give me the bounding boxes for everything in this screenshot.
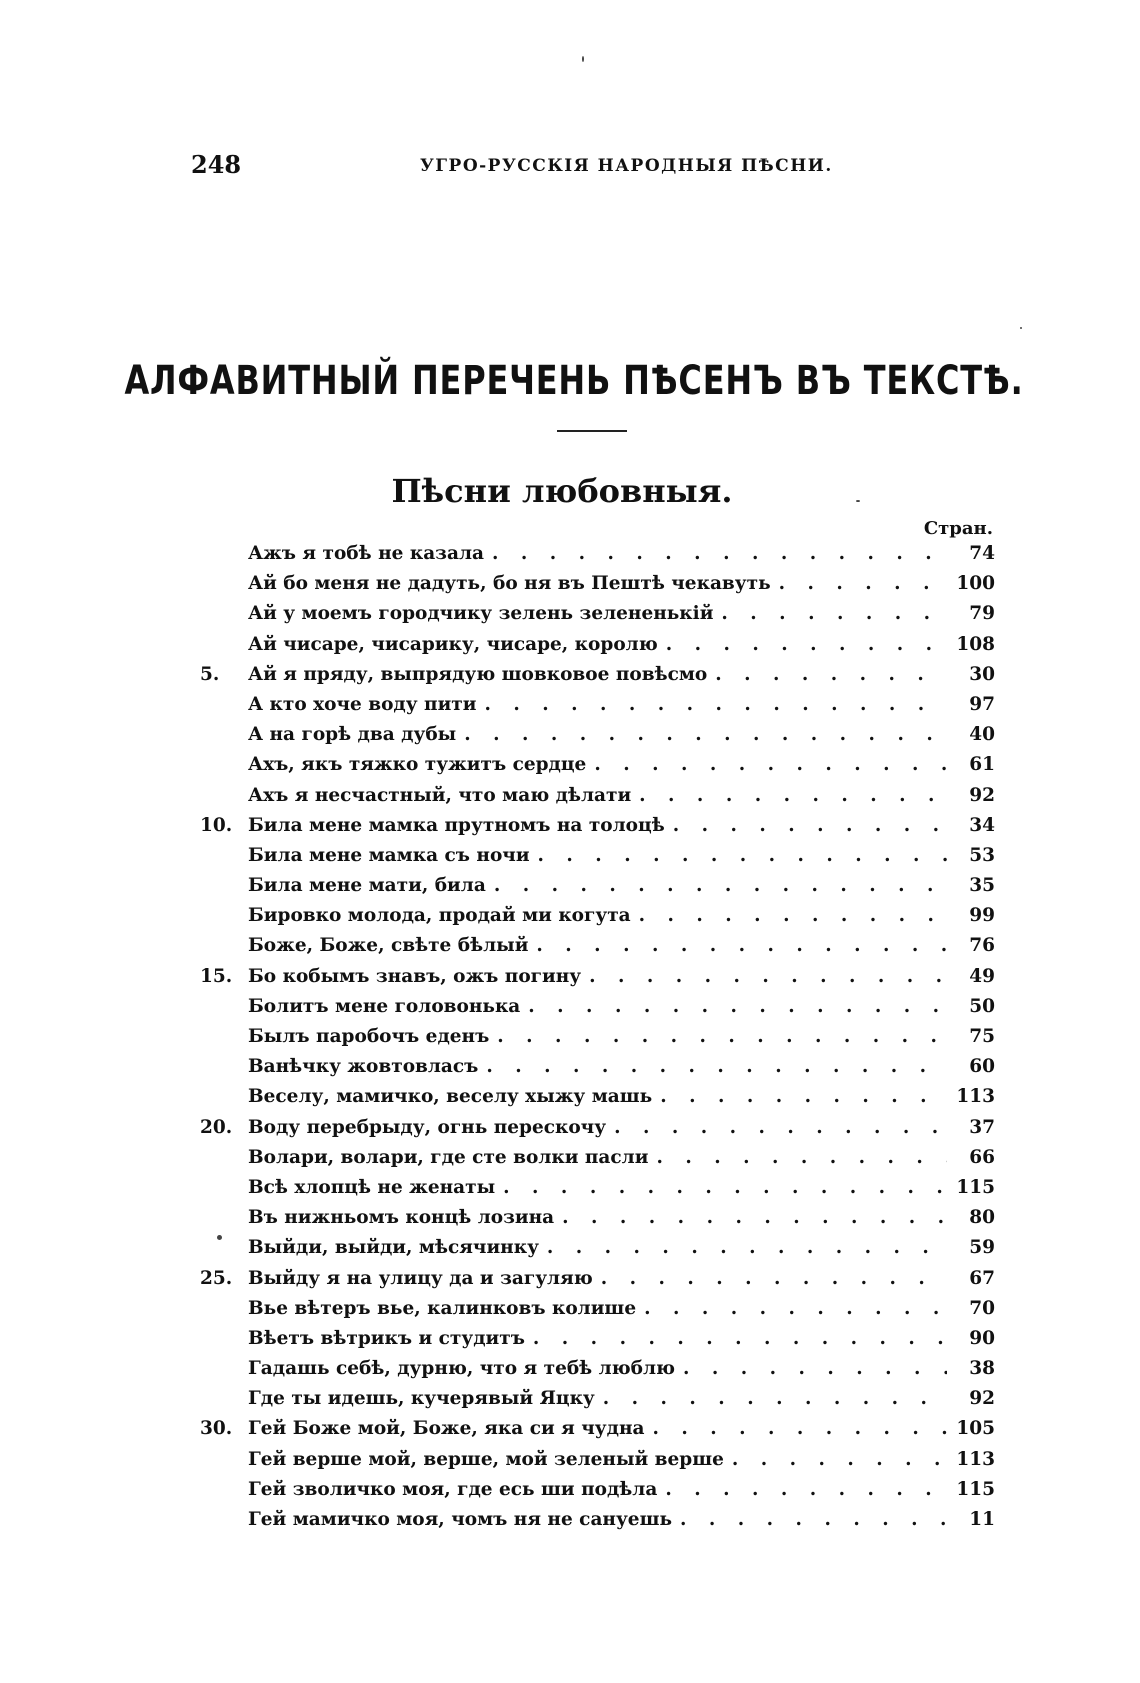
page-ref: 92	[969, 1388, 995, 1410]
dot-leader	[528, 996, 947, 1017]
page-ref: 67	[969, 1267, 995, 1289]
song-title: Болитъ мене головонька	[248, 995, 521, 1017]
song-title: Гей мамичко моя, чомъ ня не сануешь	[248, 1509, 673, 1530]
page-ref: 61	[969, 754, 995, 776]
song-title: Ай бо меня не дадуть, бо ня въ Пештѣ чекавуть	[248, 573, 771, 595]
dot-leader	[639, 785, 947, 806]
dot-leader	[721, 603, 947, 624]
song-title: Былъ паробочъ еденъ	[248, 1026, 490, 1047]
entry-number: 30.	[200, 1418, 233, 1440]
page-ref: 60	[969, 1056, 995, 1078]
song-title: Гей верше мой, верше, мой зеленый верше	[248, 1448, 724, 1470]
dot-leader	[547, 1237, 947, 1258]
list-item	[200, 724, 995, 754]
section-title: Пѣсни любовныя.	[391, 472, 733, 510]
list-item	[200, 1479, 995, 1509]
song-title: Ай у моемъ городчику зелень зелененькій	[248, 603, 714, 625]
list-item	[200, 603, 995, 633]
dot-leader	[779, 573, 947, 594]
page-ref: 115	[956, 1176, 995, 1198]
song-title: Гей Боже мой, Боже, яка си я чудна	[248, 1418, 645, 1440]
list-item	[200, 1328, 995, 1358]
dot-leader	[680, 1509, 947, 1530]
song-title: Где ты идешь, кучерявый Яцку	[248, 1388, 595, 1410]
page-ref: 108	[956, 633, 995, 655]
song-title: Волари, волари, где сте волки пасли	[248, 1146, 649, 1168]
song-title: Ванѣчку жовтовласъ	[248, 1056, 479, 1078]
song-title: Вье вѣтеръ вье, калинковъ колише	[248, 1297, 637, 1319]
song-title: Била мене мати, била	[248, 875, 486, 897]
page-ref: 74	[969, 543, 995, 564]
dot-leader	[494, 875, 947, 896]
song-title: Выйду я на улицу да и загуляю	[248, 1267, 593, 1289]
song-title: Гадашь себѣ, дурню, что я тебѣ люблю	[248, 1358, 675, 1380]
list-item	[200, 1268, 995, 1298]
dot-leader	[652, 1418, 947, 1439]
page-ref: 70	[969, 1297, 995, 1319]
song-title: А на горѣ два дубы	[248, 724, 457, 746]
dot-leader	[639, 905, 947, 926]
list-item	[200, 1298, 995, 1328]
page-ref: 59	[969, 1237, 995, 1259]
song-title: Веселу, мамичко, веселу хыжу машь	[248, 1086, 653, 1108]
page-ref: 49	[969, 965, 995, 987]
song-title: Била мене мамка прутномъ на толоцѣ	[248, 814, 665, 836]
list-item	[200, 1358, 995, 1388]
dot-leader	[533, 1328, 947, 1349]
dot-leader	[614, 1117, 947, 1138]
entry-number: 10.	[200, 814, 233, 836]
list-item	[200, 1026, 995, 1056]
dot-leader	[601, 1268, 947, 1289]
page-ref: 105	[956, 1418, 995, 1440]
dot-leader	[665, 1479, 947, 1500]
title-divider	[557, 430, 627, 432]
scan-speck	[217, 1235, 222, 1240]
page-ref: 113	[956, 1448, 995, 1470]
song-title: Вѣетъ вѣтрикъ и студитъ	[248, 1327, 525, 1349]
page-ref: 79	[969, 603, 995, 625]
list-item	[200, 1117, 995, 1147]
dot-leader	[715, 664, 947, 685]
page-ref: 38	[969, 1358, 995, 1380]
dot-leader	[486, 1056, 947, 1077]
dot-leader	[492, 543, 947, 564]
song-title: Ажъ я тобѣ не казала	[248, 543, 485, 564]
page-column-header: Стран.	[923, 518, 993, 539]
list-item	[200, 1207, 995, 1237]
scan-speck	[856, 500, 860, 502]
dot-leader	[660, 1086, 947, 1107]
list-item	[200, 815, 995, 845]
song-index-list	[200, 543, 995, 1539]
dot-leader	[503, 1177, 947, 1198]
page-ref: 90	[969, 1327, 995, 1349]
list-item	[200, 1418, 995, 1448]
page-ref: 76	[969, 935, 995, 957]
page-ref: 97	[969, 693, 995, 715]
page-ref: 66	[969, 1146, 995, 1168]
list-item	[200, 1509, 995, 1539]
song-title: А кто хоче воду пити	[248, 693, 477, 715]
dot-leader	[732, 1449, 947, 1470]
entry-number: 20.	[200, 1116, 233, 1138]
song-title: Била мене мамка съ ночи	[248, 844, 530, 866]
list-item	[200, 1449, 995, 1479]
dot-leader	[666, 634, 947, 655]
page-ref: 100	[956, 573, 995, 595]
page-ref: 34	[969, 814, 995, 836]
list-item	[200, 1177, 995, 1207]
song-title: Воду перебрыду, огнь перескочу	[248, 1116, 607, 1138]
page-ref: 53	[969, 844, 995, 866]
list-item	[200, 664, 995, 694]
page-ref: 99	[969, 905, 995, 927]
song-title: Бо кобымъ знавъ, ожъ погину	[248, 965, 582, 987]
dot-leader	[594, 754, 947, 775]
list-item	[200, 754, 995, 784]
dot-leader	[656, 1147, 947, 1168]
list-item	[200, 543, 995, 573]
list-item	[200, 634, 995, 664]
dot-leader	[464, 724, 947, 745]
song-title: Бировко молода, продай ми когута	[248, 905, 631, 927]
list-item	[200, 905, 995, 935]
dot-leader	[536, 935, 947, 956]
page-ref: 37	[969, 1116, 995, 1138]
page-number: 248	[191, 150, 242, 179]
list-item	[200, 1056, 995, 1086]
scan-speck	[1020, 327, 1022, 329]
list-item	[200, 573, 995, 603]
song-title: Боже, Боже, свѣте бѣлый	[248, 935, 529, 957]
song-title: Ахъ, якъ тяжко тужитъ сердце	[248, 754, 587, 776]
page-ref: 115	[956, 1478, 995, 1500]
page-ref: 92	[969, 784, 995, 806]
page-ref: 50	[969, 995, 995, 1017]
list-item	[200, 1147, 995, 1177]
list-item	[200, 1086, 995, 1116]
dot-leader	[683, 1358, 947, 1379]
page-ref: 35	[969, 875, 995, 897]
song-title: Всѣ хлопцѣ не женаты	[248, 1176, 496, 1198]
list-item	[200, 1237, 995, 1267]
running-head: УГРО-РУССКІЯ НАРОДНЫЯ ПѢСНИ.	[420, 156, 833, 176]
list-item	[200, 785, 995, 815]
page-ref: 80	[969, 1207, 995, 1229]
song-title: Ахъ я несчастный, что маю дѣлати	[248, 784, 632, 806]
song-title: Выйди, выйди, мѣсячинку	[248, 1237, 539, 1259]
entry-number: 25.	[200, 1267, 233, 1289]
page-ref: 75	[969, 1026, 995, 1047]
list-item	[200, 694, 995, 724]
list-item	[200, 875, 995, 905]
page-ref: 30	[969, 663, 995, 685]
song-title: Въ нижньомъ концѣ лозина	[248, 1207, 555, 1229]
song-title: Ай я пряду, выпрядую шовковое повѣсмо	[248, 663, 708, 685]
scan-speck	[582, 56, 584, 62]
list-item	[200, 996, 995, 1026]
entry-number: 5.	[200, 663, 220, 685]
list-item	[200, 1388, 995, 1418]
list-item	[200, 935, 995, 965]
song-title: Ай чисаре, чисарику, чисаре, королю	[248, 633, 658, 655]
dot-leader	[589, 966, 947, 987]
entry-number: 15.	[200, 965, 233, 987]
dot-leader	[562, 1207, 947, 1228]
dot-leader	[673, 815, 947, 836]
page-ref: 113	[956, 1086, 995, 1108]
page-title: АЛФАВИТНЫЙ ПЕРЕЧЕНЬ ПѢСЕНЪ ВЪ ТЕКСТѢ.	[124, 358, 1024, 404]
dot-leader	[538, 845, 947, 866]
dot-leader	[497, 1026, 947, 1047]
page-ref: 11	[969, 1509, 995, 1530]
song-title: Гей зволичко моя, где есь ши подѣла	[248, 1478, 658, 1500]
page-ref: 40	[969, 724, 995, 746]
list-item	[200, 966, 995, 996]
dot-leader	[644, 1298, 947, 1319]
list-item	[200, 845, 995, 875]
dot-leader	[485, 694, 948, 715]
dot-leader	[603, 1388, 947, 1409]
